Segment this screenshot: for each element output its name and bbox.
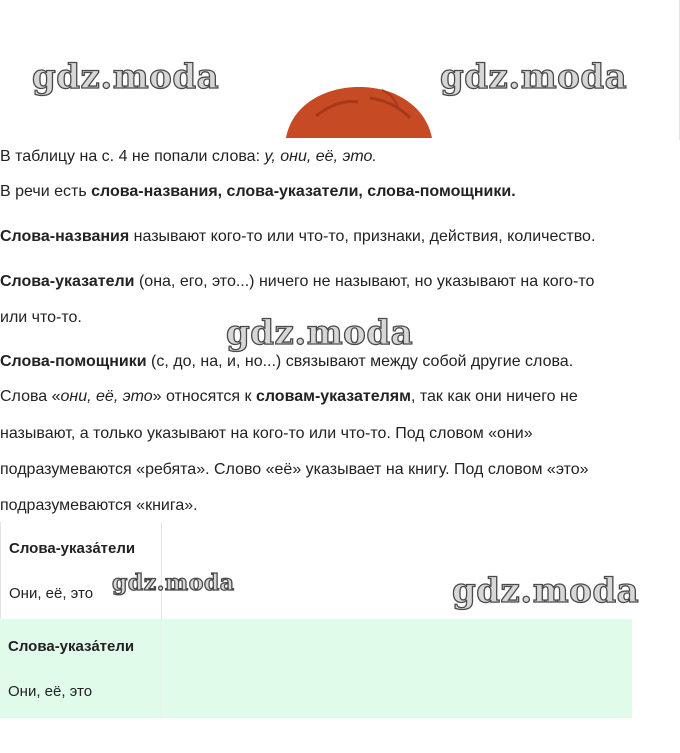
table-row	[0, 619, 632, 718]
missing-words: у, они, её, это.	[264, 148, 377, 165]
paragraph-line-7: Слова «они, её, это» относятся к словам-указателям, так как они ничего не	[0, 388, 578, 405]
term-naming-words: Слова-названия	[0, 228, 130, 245]
table-value-cell: Они, её, это	[9, 585, 94, 602]
paragraph-line-2: В речи есть слова-названия, слова-указатели, слова-помощники.	[0, 183, 516, 200]
paragraph-line-8: называют, а только указывают на кого-то или что-то. Под словом «они»	[0, 425, 533, 442]
watermark-top-right: gdz.moda	[440, 57, 628, 97]
paragraph-line-6: Слова-помощники (с, до, на, и, но...) связывают между собой другие слова.	[0, 353, 574, 370]
paragraph-line-3: Слова-названия называют кого-то или что-то, признаки, действия, количество.	[0, 228, 596, 245]
table-header-cell: Слова-указа́тели	[8, 638, 135, 655]
term-pointer-words: Слова-указатели	[0, 273, 135, 290]
watermark-bottom-right: gdz.moda	[452, 571, 640, 611]
paragraph-line-10: подразумеваются «книга».	[0, 497, 198, 514]
paragraph-line-5: или что-то.	[0, 309, 82, 326]
watermark-top-left: gdz.moda	[32, 57, 220, 97]
paragraph-line-1: В таблицу на с. 4 не попали слова: у, они, её, это.	[0, 148, 377, 165]
word-classes: слова-названия, слова-указатели, слова-помощники.	[91, 183, 516, 200]
paragraph-line-4: Слова-указатели (она, его, это...) ничего не называют, но указывают на кого-то	[0, 273, 595, 290]
table-column-divider	[160, 619, 161, 718]
cartoon-head-illustration	[286, 86, 432, 138]
table-header-cell: Слова-указа́тели	[9, 540, 136, 557]
paragraph-line-9: подразумеваются «ребята». Слово «её» указывает на книгу. Под словом «это»	[0, 461, 589, 478]
table-value-cell: Они, её, это	[8, 683, 93, 700]
term-helper-words: Слова-помощники	[0, 353, 147, 370]
watermark-table: gdz.moda	[112, 570, 235, 596]
watermark-middle: gdz.moda	[226, 313, 414, 353]
